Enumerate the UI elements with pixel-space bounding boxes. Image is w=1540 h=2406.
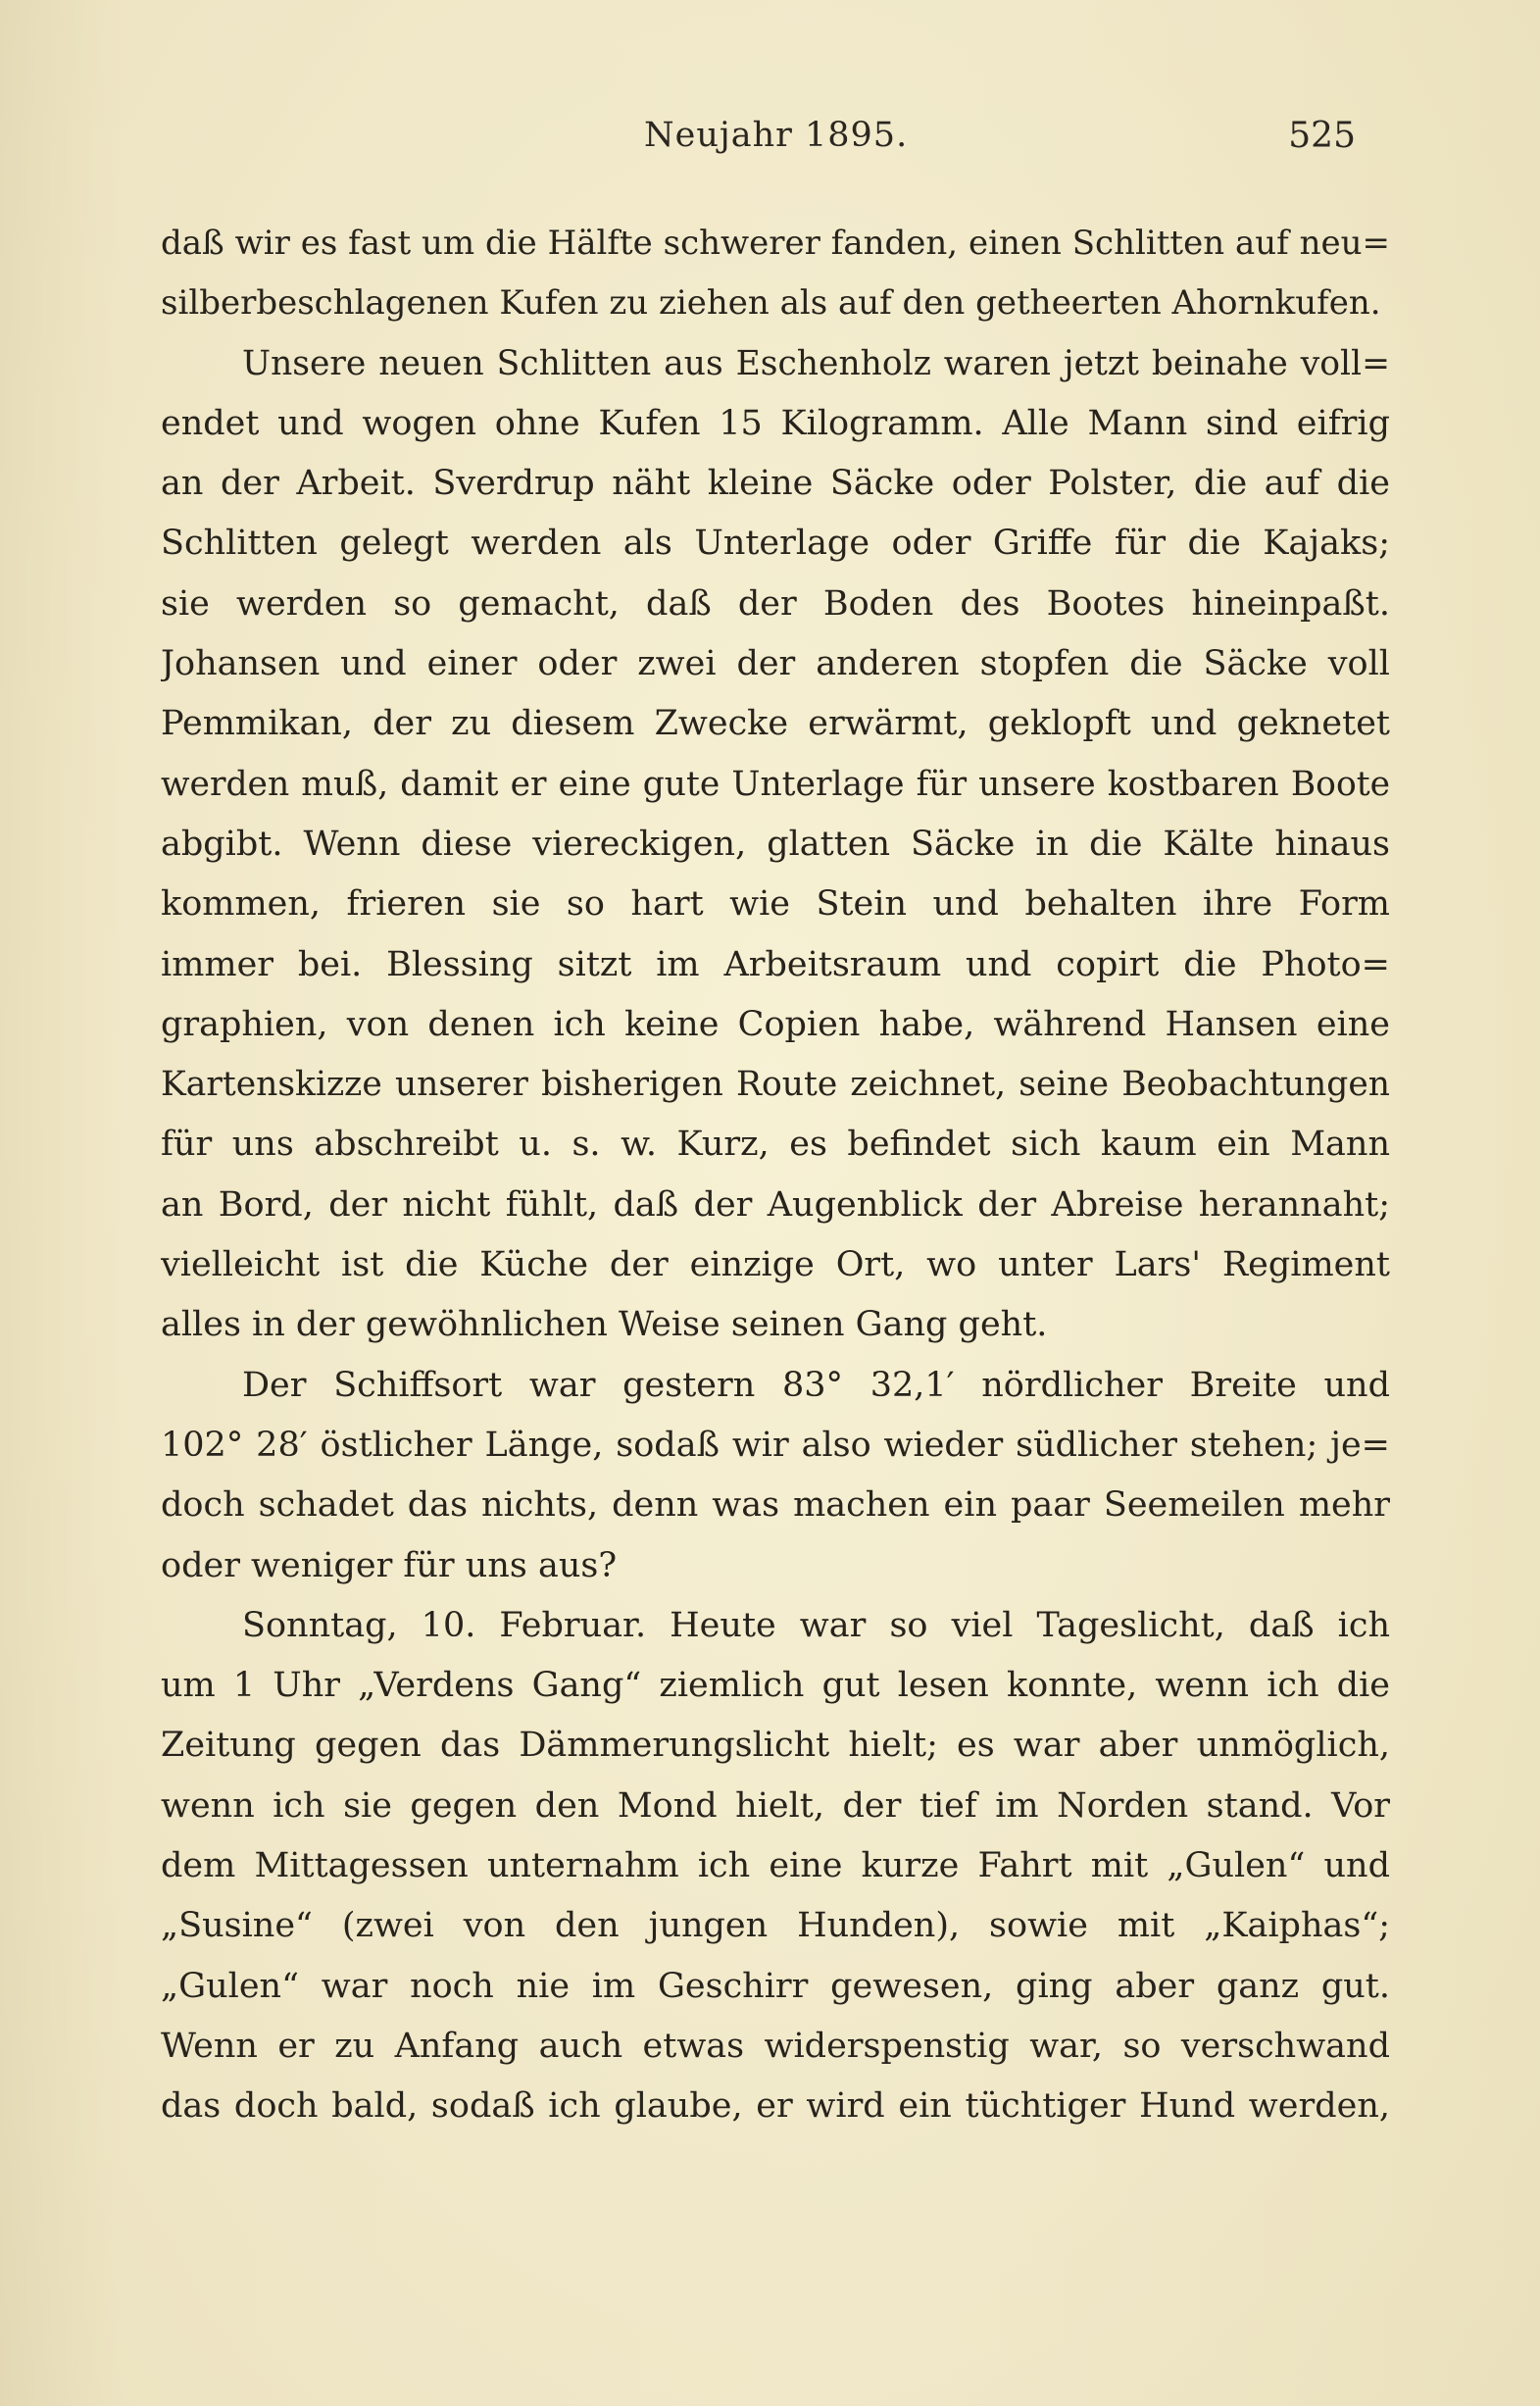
text-line: abgibt. Wenn diese viereckigen, glatten Säcke in die Kälte hinaus xyxy=(161,824,1390,864)
text-line: an Bord, der nicht fühlt, daß der Augenblick der Abreise herannaht; xyxy=(161,1184,1390,1225)
text-line: „Gulen“ war noch nie im Geschirr gewesen, ging aber ganz gut. xyxy=(161,1966,1390,2006)
text-line: Pemmikan, der zu diesem Zwecke erwärmt, geklopft und geknetet xyxy=(161,704,1390,744)
text-line: sie werden so gemacht, daß der Boden des Bootes hineinpaßt. xyxy=(161,583,1390,624)
text-line: Unsere neuen Schlitten aus Eschenholz waren jetzt beinahe voll= xyxy=(242,343,1390,383)
text-line: 102° 28′ östlicher Länge, sodaß wir also wieder südlicher stehen; je= xyxy=(161,1425,1390,1465)
text-line: für uns abschreibt u. s. w. Kurz, es befindet sich kaum ein Mann xyxy=(161,1125,1390,1165)
text-line: Kartenskizze unserer bisherigen Route zeichnet, seine Beobachtungen xyxy=(161,1065,1390,1105)
text-line: immer bei. Blessing sitzt im Arbeitsraum und copirt die Photo= xyxy=(161,944,1390,984)
text-line: Johansen und einer oder zwei der anderen stopfen die Säcke voll xyxy=(161,644,1390,684)
page-header xyxy=(0,116,1540,175)
text-line: oder weniger für uns aus? xyxy=(161,1545,618,1585)
text-line: dem Mittagessen unternahm ich eine kurze Fahrt mit „Gulen“ und xyxy=(161,1846,1390,1886)
text-line: das doch bald, sodaß ich glaube, er wird ein tüchtiger Hund werden, xyxy=(161,2086,1390,2127)
running-head: Neujahr 1895. xyxy=(644,116,909,155)
body-text xyxy=(161,214,1390,2137)
text-line: endet und wogen ohne Kufen 15 Kilogramm. Alle Mann sind eifrig xyxy=(161,403,1390,443)
text-line: vielleicht ist die Küche der einzige Ort, wo unter Lars' Regiment xyxy=(161,1245,1390,1285)
text-line: daß wir es fast um die Hälfte schwerer fanden, einen Schlitten auf neu= xyxy=(161,224,1390,263)
text-line: wenn ich sie gegen den Mond hielt, der tief im Norden stand. Vor xyxy=(161,1785,1390,1826)
text-line: kommen, frieren sie so hart wie Stein und behalten ihre Form xyxy=(161,884,1390,925)
text-line: silberbeschlagenen Kufen zu ziehen als auf den getheerten Ahornkufen. xyxy=(161,283,1381,324)
text-line: graphien, von denen ich keine Copien habe, während Hansen eine xyxy=(161,1004,1390,1044)
text-line: Zeitung gegen das Dämmerungslicht hielt; es war aber unmöglich, xyxy=(161,1726,1390,1766)
page-number: 525 xyxy=(1288,116,1356,156)
text-line: „Susine“ (zwei von den jungen Hunden), sowie mit „Kaiphas“; xyxy=(161,1906,1390,1946)
text-line: doch schadet das nichts, denn was machen ein paar Seemeilen mehr xyxy=(161,1485,1390,1526)
text-line: alles in der gewöhnlichen Weise seinen Gang geht. xyxy=(161,1305,1048,1345)
text-line: werden muß, damit er eine gute Unterlage für unsere kostbaren Boote xyxy=(161,764,1390,804)
text-line: um 1 Uhr „Verdens Gang“ ziemlich gut lesen konnte, wenn ich die xyxy=(161,1666,1390,1706)
text-line: Schlitten gelegt werden als Unterlage oder Griffe für die Kajaks; xyxy=(161,524,1390,564)
text-line: Der Schiffsort war gestern 83° 32,1′ nördlicher Breite und xyxy=(242,1365,1390,1405)
text-line: Wenn er zu Anfang auch etwas widerspenstig war, so verschwand xyxy=(161,2026,1390,2066)
text-line: Sonntag, 10. Februar. Heute war so viel Tageslicht, daß ich xyxy=(242,1605,1390,1645)
text-line: an der Arbeit. Sverdrup näht kleine Säcke oder Polster, die auf die xyxy=(161,464,1390,504)
